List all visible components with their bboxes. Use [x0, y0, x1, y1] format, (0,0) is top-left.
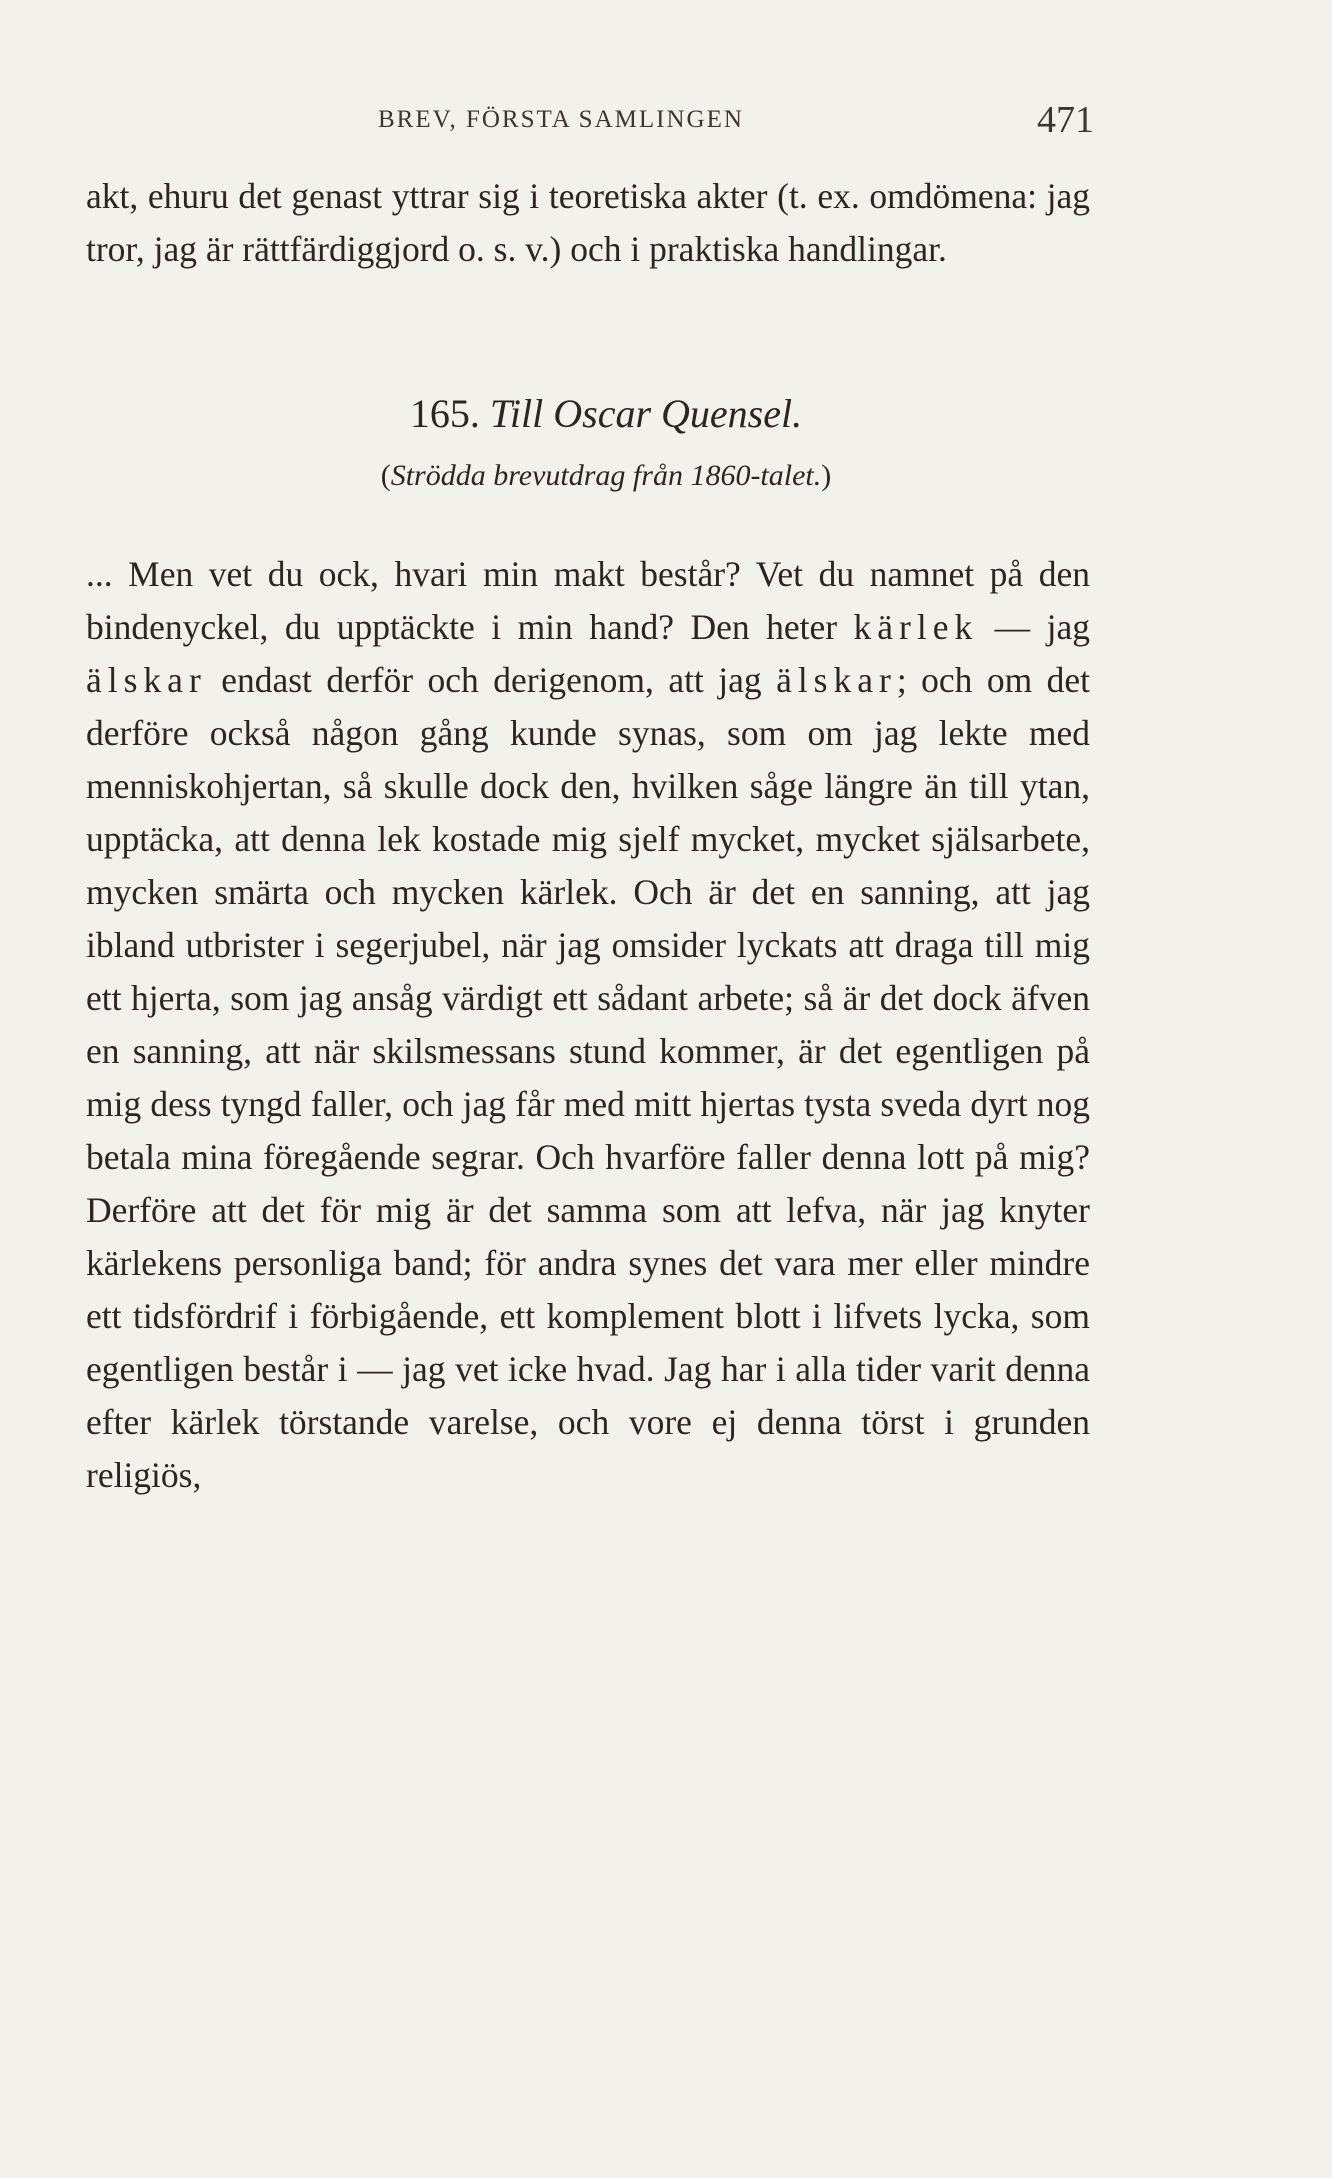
letter-recipient: Till Oscar Quensel.: [489, 391, 803, 436]
continuation-paragraph: akt, ehuru det genast yttrar sig i teoretiska akter (t. ex. omdömena: jag tror, jag är rättfärdiggjord o. s. v.) och i praktiska handlingar.: [86, 176, 1090, 269]
running-head: BREV, FÖRSTA SAMLINGEN: [378, 106, 744, 133]
body-part-4: ; och om det derföre också någon gång kunde synas, som om jag lekte med menniskohjertan, så skulle dock den, hvilken såge längre än till ytan, upptäcka, att denna lek kostade mig sjelf mycket, mycket själsarbete, mycken smärta och mycken kärlek. Och är det en sanning, att jag ibland utbrister i segerjubel, när jag omsider lyckats att draga till mig ett hjerta, som jag ansåg värdigt ett sådant arbete; så är det dock äfven en sanning, att när skilsmessans stund kommer, är det egentligen på mig dess tyngd faller, och jag får med mitt hjertas tysta sveda dyrt nog betala mina föregående segrar. Och hvarföre faller denna lott på mig? Derföre att det för mig är det samma som att lefva, när jag knyter kärlekens personliga band; för andra synes det vara mer eller mindre ett tidsfördrif i förbigående, ett komplement blott i lifvets lycka, som egentligen består i — jag vet icke hvad. Jag har i alla tider varit denna efter kärlek törstande varelse, och vore ej denna törst i grunden religiös,: [86, 660, 1090, 1495]
subtitle-open-paren: (: [380, 459, 391, 492]
emphasis-karlek: kärlek: [853, 607, 979, 647]
emphasis-alskar-2: älskar: [776, 660, 897, 700]
emphasis-alskar-1: älskar: [86, 660, 207, 700]
letter-number: 165.: [409, 391, 480, 436]
subtitle-close-paren: ): [821, 459, 832, 492]
letter-body: [86, 548, 1090, 1502]
body-part-2: — jag: [978, 607, 1090, 647]
letter-heading: [86, 384, 1090, 444]
subtitle-text: Strödda brevutdrag från 1860-talet.: [390, 459, 822, 492]
body-part-1: ... Men vet du ock, hvari min makt består? Vet du namnet på den bindenyckel, du upptäckte i min hand? Den heter: [86, 554, 1090, 647]
page-header: [378, 98, 1094, 148]
page-number: 471: [1037, 99, 1094, 141]
body-part-3: endast derför och derigenom, att jag: [206, 660, 777, 700]
text-block: [86, 170, 1090, 1502]
letter-subtitle: [86, 450, 1090, 502]
